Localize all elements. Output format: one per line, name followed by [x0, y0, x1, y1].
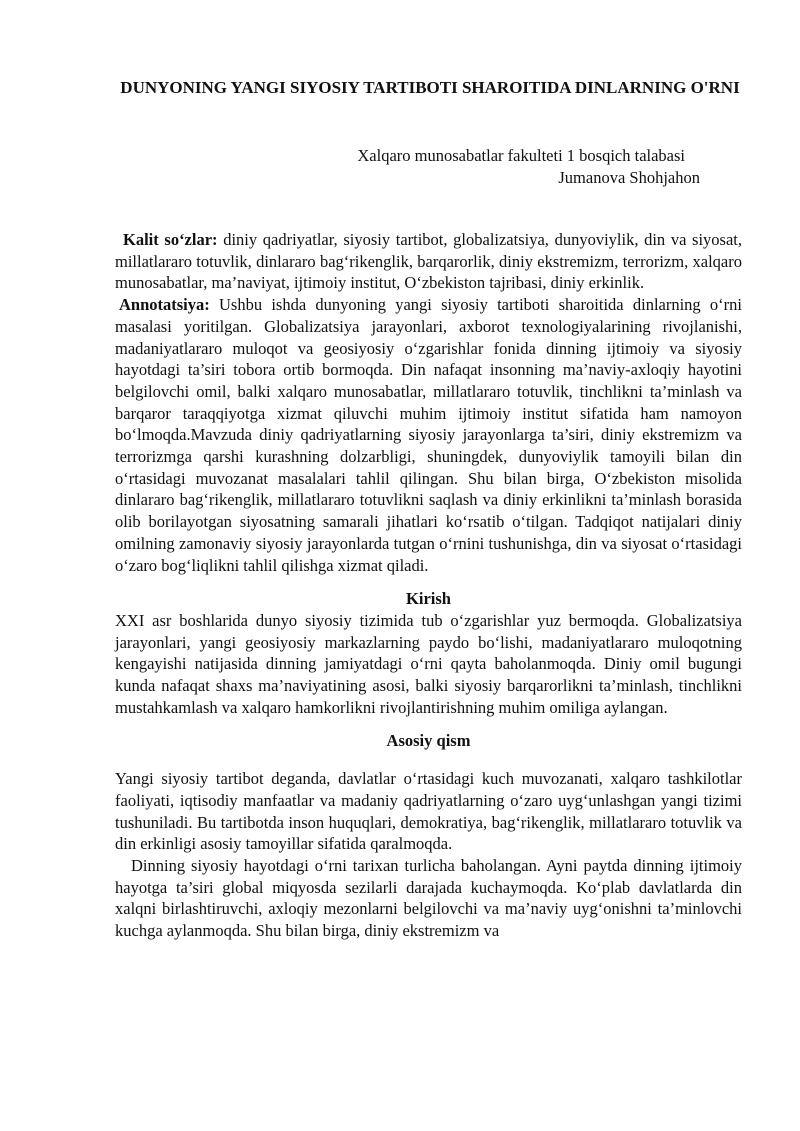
- paper-body: [115, 229, 742, 942]
- keywords-text: diniy qadriyatlar, siyosiy tartibot, globalizatsiya, dunyoviylik, din va siyosat, millatlararo totuvlik, dinlararo bag‘rikenglik, barqarorlik, diniy ekstremizm, terrorizm, xalqaro munosabatlar, ma’naviyat, ijtimoiy institut, O‘zbekiston tajribasi, diniy erkinlik.: [115, 230, 742, 293]
- author-affiliation: Xalqaro munosabatlar fakulteti 1 bosqich talabasi: [357, 146, 685, 165]
- abstract-label: Annotatsiya:: [119, 295, 210, 315]
- author-name: Jumanova Shohjahon: [558, 168, 700, 187]
- keywords-paragraph: [115, 229, 742, 294]
- paper-title: DUNYONING YANGI SIYOSIY TARTIBOTI SHAROITIDA DINLARNING O'RNI: [120, 78, 740, 97]
- keywords-label: Kalit so‘zlar:: [123, 230, 218, 249]
- section-heading-main: Asosiy qism: [386, 731, 471, 751]
- intro-paragraph: XXI asr boshlarida dunyo siyosiy tizimida tub o‘zgarishlar yuz bermoqda. Globalizatsiya jarayonlari, yangi geosiyosiy markazlarning paydo bo‘lishi, madaniyatlararo muloqotning kengayishi natijasida dinning jamiyatdagi o‘rni qayta baholanmoqda. Diniy omil bugungi kunda nafaqat shaxs ma’naviyatining asosi, balki siyosiy barqarorlikni ta’minlash, tinchlikni mustahkamlash va xalqaro hamkorlikni rivojlantirishning muhim omiliga aylangan.: [115, 610, 742, 717]
- main-paragraph-1: Yangi siyosiy tartibot deganda, davlatlar o‘rtasidagi kuch muvozanati, xalqaro tashkilotlar faoliyati, iqtisodiy manfaatlar va madaniy qadriyatlarning o‘zaro uyg‘unlashgan yangi tizimi tushuniladi. Bu tartibotda inson huquqlari, demokratiya, bag‘rikenglik, millatlararo totuvlik va din erkinligi asosiy tamoyillar sifatida qaralmoqda.: [115, 769, 742, 854]
- section-heading-intro: Kirish: [406, 589, 451, 609]
- abstract-paragraph: [115, 294, 742, 576]
- author-block: [200, 145, 700, 189]
- main-paragraph-2: Dinning siyosiy hayotdagi o‘rni tarixan turlicha baholangan. Ayni paytda dinning ijtimoiy hayotga ta’siri global miqyosda sezilarli darajada kuchaymoqda. Ko‘plab davlatlarda din xalqni birlashtiruvchi, axloqiy mezonlarni belgilovchi va ma’naviy uyg‘onishni ta’minlovchi kuchga aylanmoqda. Shu bilan birga, diniy ekstremizm va: [115, 855, 742, 941]
- abstract-text: Ushbu ishda dunyoning yangi siyosiy tartiboti sharoitida dinlarning o‘rni masalasi yoritilgan. Globalizatsiya jarayonlari, axborot texnologiyalarining rivojlanishi, madaniyatlararo muloqot va geosiyosiy o‘zgarishlar fonida dinning ijtimoiy va siyosiy hayotdagi ta’siri tobora ortib bormoqda. Din nafaqat insonning ma’naviy-axloqiy hayotini belgilovchi omil, balki xalqaro munosabatlar, millatlararo totuvlik, tinchlikni ta’minlash va barqaror taraqqiyotga xizmat qiluvchi muhim ijtimoiy institut sifatida ham namoyon bo‘lmoqda.Mavzuda diniy qadriyatlarning siyosiy jarayonlarga ta’siri, diniy ekstremizm va terrorizmga qarshi kurashning dolzarbligi, shuningdek, dunyoviylik tamoyili bilan din o‘rtasidagi muvozanat masalalari tahlil qilingan. Shu bilan birga, O‘zbekiston misolida dinlararo bag‘rikenglik, millatlararo totuvlikni saqlash va diniy erkinlikni ta’minlash borasida olib borilayotgan siyosatning samarali jihatlari ko‘rsatib o‘tilgan. Tadqiqot natijalari diniy omilning zamonaviy siyosiy jarayonlarda tutgan o‘rnini tushunishga, din va siyosat o‘rtasidagi o‘zaro bog‘liqlikni tahlil qilishga xizmat qiladi.: [115, 295, 742, 575]
